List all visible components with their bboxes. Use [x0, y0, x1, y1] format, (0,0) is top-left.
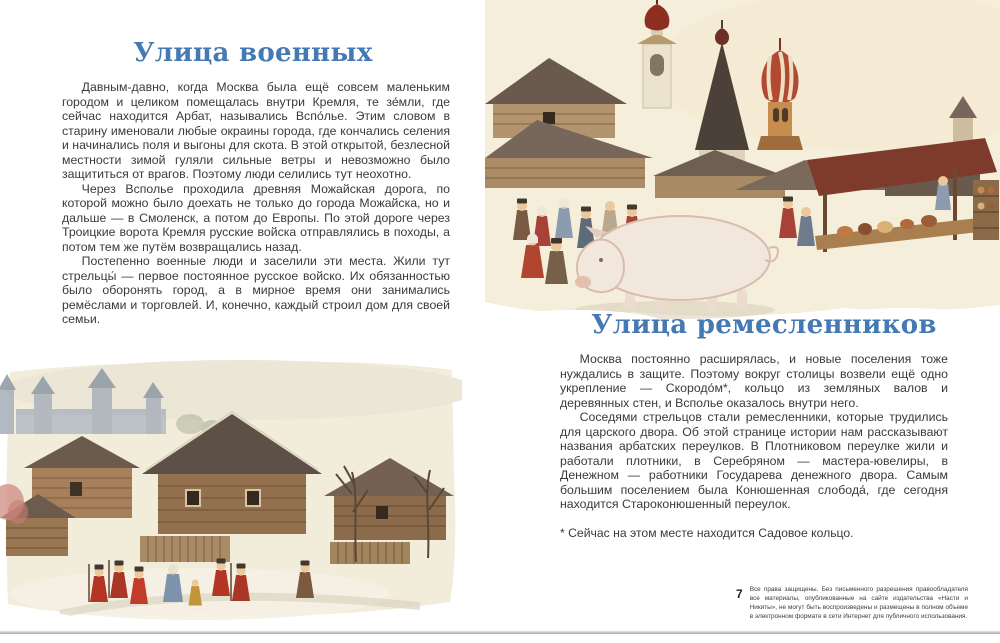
- paragraph: Давным-давно, когда Москва была ещё совсем маленьким городом и целиком помещалась внутри Кремля, те зе́мли, где сейчас находится Арбат, назывались Вспо́лье. Этим словом в старину именовали любые окраины города, где кончались селения и начинались поля и выгоны для скота. В этой открытой, безлесной местности зимой гуляли сильные ветры и невозможно было защититься от врагов. Поэтому люди селились тут неохотно.: [62, 80, 450, 181]
- paragraph: Постепенно военные люди и заселили эти места. Жили тут стрельцы́ — первое постоянное русское войско. Их обязанностью было оборонять город, а в мирное время они занимались ремёслами и торговлей. И, конечно, каждый строил дом для своей семьи.: [62, 254, 450, 326]
- right-illustration-market-scene: [485, 0, 1000, 335]
- paragraph: Москва постоянно расширялась, и новые поселения тоже нуждались в защите. Поэтому вокруг столицы возвели ещё одно укрепление — Скородо́м*, кольцо из земляных валов и деревянных стен, и Всполье оказалось внутри него.: [560, 352, 948, 410]
- page-title-right: Улица ремесленников: [591, 310, 937, 340]
- paragraph: Соседями стрельцов стали ремесленники, которые трудились для царского двора. Об этой странице истории нам рассказывают названия арбатских переулков. В Плотниковом переулке жили и работали плотники, в Серебряном — мастера-ювелиры, в Денежном — работники Государева денежного двора. Самым большим поселением была Конюшенная слобода́, где сегодня находится Староконюшенный переулок.: [560, 410, 948, 511]
- page-title-left: Улица военных: [133, 38, 373, 68]
- page-bottom-edge: [0, 631, 1000, 634]
- page-footer: [736, 586, 968, 622]
- left-illustration-village-scene: [0, 354, 462, 632]
- copyright-notice: Все права защищены. Без письменного разрешения правообладателя все материалы, опубликованные на сайте издательства «Насти и Никиты», не могут быть воспроизведены и размещены в полном объеме в электронном формате в сети Интернет для публичного использования.: [749, 586, 968, 620]
- paragraph: Через Всполье проходила древняя Можайская дорога, по которой можно было доехать не только до города Можайска, но и дальше — в Смоленск, а потом до Европы. По этой дороге через Троицкие ворота Кремля русские войска отправлялись в походы, а потом тем же путём возвращались назад.: [62, 181, 450, 254]
- page-number: 7: [736, 587, 743, 601]
- right-text-column: [560, 352, 948, 540]
- footnote: * Сейчас на этом месте находится Садовое кольцо.: [560, 525, 854, 540]
- left-text-column: [62, 80, 450, 327]
